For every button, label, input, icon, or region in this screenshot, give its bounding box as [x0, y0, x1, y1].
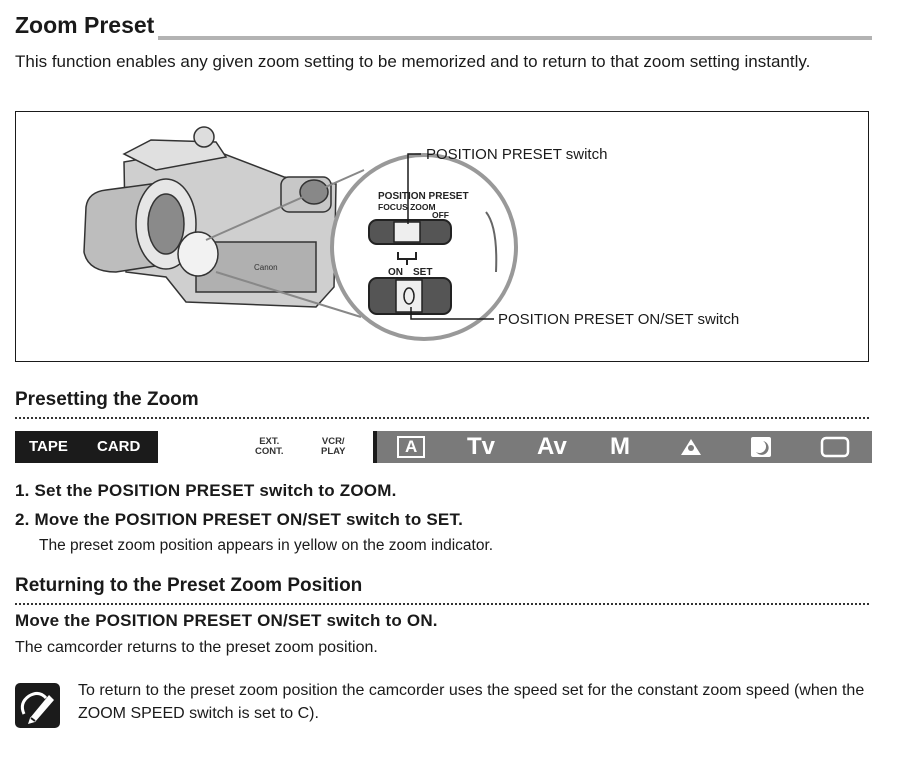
spotlight-mode-icon — [680, 438, 702, 456]
callout-on-set: POSITION PRESET ON/SET switch — [498, 311, 740, 328]
mode-card: CARD — [97, 438, 141, 455]
section-heading-presetting: Presetting the Zoom — [15, 389, 199, 410]
media-modes — [15, 431, 158, 463]
inactive-modes — [235, 431, 373, 463]
mode-tv: Tv — [467, 433, 496, 460]
mode-vcr-play-line1: VCR/ — [321, 436, 345, 447]
intro-text: This function enables any given zoom setting to be memorized and to return to that zoom setting instantly. — [15, 52, 811, 71]
switch-off: OFF — [432, 210, 449, 220]
returning-description: The camcorder returns to the preset zoom position. — [15, 639, 378, 656]
mode-ext-cont-line2: CONT. — [255, 446, 284, 457]
mode-vcr-play-line2: PLAY — [321, 446, 346, 457]
returning-step: Move the POSITION PRESET ON/SET switch to ON. — [15, 611, 438, 630]
mode-tape: TAPE — [29, 438, 68, 455]
easy-mode-icon — [820, 436, 850, 458]
page-title: Zoom Preset — [15, 12, 155, 38]
callout-position-preset: POSITION PRESET switch — [426, 146, 608, 163]
mode-bar — [15, 431, 872, 463]
title-rule — [158, 36, 872, 40]
mode-av: Av — [537, 433, 567, 460]
active-modes — [373, 431, 872, 463]
night-mode-icon — [750, 436, 772, 458]
section-heading-returning: Returning to the Preset Zoom Position — [15, 575, 363, 596]
dotted-rule — [15, 603, 869, 605]
dotted-rule — [15, 417, 869, 419]
note-text: To return to the preset zoom position the camcorder uses the speed set for the constant zoom speed (when the ZOOM SPEED switch is set to C). — [78, 682, 865, 722]
switch-set: SET — [413, 267, 433, 278]
switch-on: ON — [388, 267, 403, 278]
camcorder-figure — [15, 111, 869, 362]
step-1: 1. Set the POSITION PRESET switch to ZOOM. — [15, 481, 397, 500]
mode-ext-cont — [255, 437, 284, 457]
step-2: 2. Move the POSITION PRESET ON/SET switch to SET. — [15, 510, 464, 529]
note-pencil-icon — [15, 683, 60, 728]
mode-auto: A — [397, 436, 425, 458]
step-2-description: The preset zoom position appears in yellow on the zoom indicator. — [39, 537, 494, 554]
mode-ext-cont-line1: EXT. — [259, 436, 280, 447]
mode-vcr-play — [321, 437, 345, 457]
switch-title: POSITION PRESET — [378, 191, 469, 202]
switch-sub: FOCUS ZOOM — [378, 202, 436, 212]
mode-m: M — [610, 433, 630, 460]
camcorder-illustration — [16, 112, 870, 363]
brand-label: Canon — [254, 263, 278, 272]
